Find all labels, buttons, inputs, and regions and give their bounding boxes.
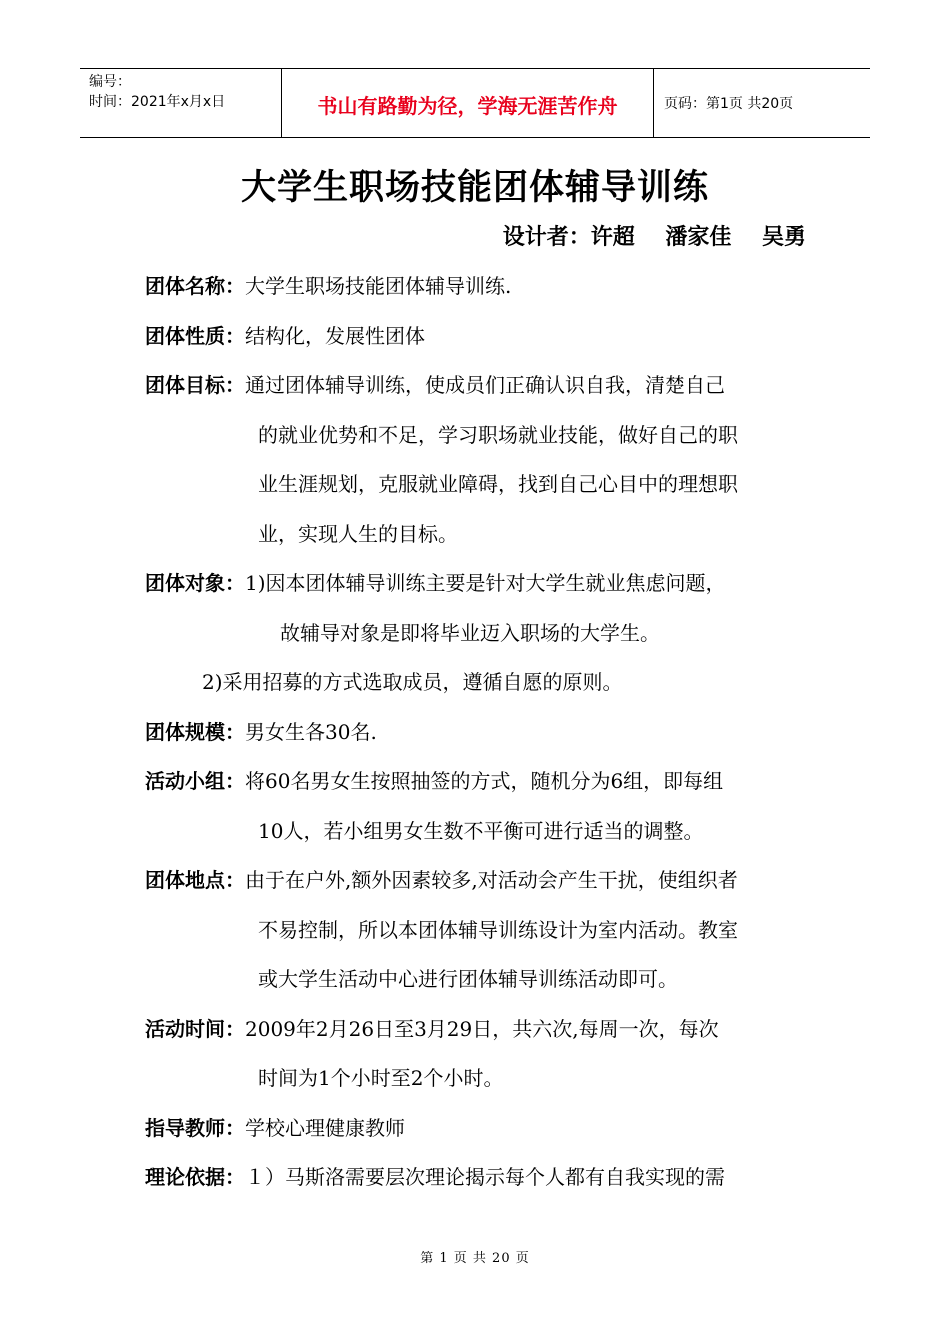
time-label: 活动时间： (145, 1016, 245, 1041)
place-label: 团体地点： (145, 868, 245, 892)
group-row (145, 757, 810, 807)
header-motto: 书山有路勤为径，学海无涯苦作舟 (282, 69, 654, 137)
goal-label: 团体目标： (145, 373, 245, 397)
time-line-2: 时间为1个小时至2个小时。 (258, 1066, 504, 1090)
name-row (145, 262, 810, 312)
scale-row (145, 708, 810, 758)
scale-label: 团体规模： (145, 719, 245, 744)
name-text: 大学生职场技能团体辅导训练. (245, 274, 512, 298)
target-line-3: 2)采用招募的方式选取成员，遵循自愿的原则。 (202, 670, 623, 694)
document-title: 大学生职场技能团体辅导训练 (240, 168, 709, 208)
target-text: 1)因本团体辅导训练主要是针对大学生就业焦虑问题， (245, 571, 726, 595)
teacher-label: 指导教师： (145, 1115, 245, 1140)
target-row (145, 559, 810, 609)
header-table (80, 68, 870, 138)
theory-text: １）马斯洛需要层次理论揭示每个人都有自我实现的需 (245, 1165, 725, 1189)
teacher-row (145, 1104, 810, 1154)
target-label: 团体对象： (145, 571, 245, 595)
place-line-2: 不易控制，所以本团体辅导训练设计为室内活动。教室 (258, 917, 738, 942)
goal-line-3: 业生涯规划，克服就业障碍，找到自己心目中的理想职 (258, 472, 738, 496)
theory-label: 理论依据： (145, 1165, 245, 1189)
designer-line: 设计者：许超 潘家佳 吴勇 (502, 225, 806, 250)
header-page-label: 页码：第1页 共20页 (664, 96, 794, 112)
teacher-text: 学校心理健康教师 (245, 1115, 405, 1140)
number-label: 编号： (89, 74, 131, 90)
goal-line-4: 业，实现人生的目标。 (258, 521, 458, 546)
document-body (145, 262, 810, 1203)
group-line-2: 10人，若小组男女生数不平衡可进行适当的调整。 (258, 818, 704, 843)
time-text: 2009年2月26日至3月29日，共六次,每周一次，每次 (245, 1016, 719, 1041)
date-label: 时间：2021年x月x日 (89, 94, 226, 110)
goal-text: 通过团体辅导训练，使成员们正确认识自我，清楚自己 (245, 373, 725, 397)
place-row (145, 856, 810, 906)
scale-text: 男女生各30名. (245, 719, 377, 744)
nature-text: 结构化，发展性团体 (245, 323, 425, 348)
header-left-cell (80, 69, 282, 137)
group-text: 将60名男女生按照抽签的方式，随机分为6组，即每组 (245, 769, 724, 793)
place-line-3: 或大学生活动中心进行团体辅导训练活动即可。 (258, 967, 678, 991)
nature-label: 团体性质： (145, 323, 245, 348)
name-label: 团体名称： (145, 274, 245, 298)
nature-row (145, 312, 810, 362)
time-row (145, 1005, 810, 1055)
page-footer: 第 1 页 共 20 页 (420, 1251, 530, 1266)
group-label: 活动小组： (145, 769, 245, 793)
goal-row (145, 361, 810, 411)
theory-row (145, 1153, 810, 1203)
target-line-2: 故辅导对象是即将毕业迈入职场的大学生。 (280, 620, 660, 645)
place-text: 由于在户外,额外因素较多,对活动会产生干扰，使组织者 (245, 868, 738, 892)
goal-line-2: 的就业优势和不足，学习职场就业技能，做好自己的职 (258, 422, 738, 447)
